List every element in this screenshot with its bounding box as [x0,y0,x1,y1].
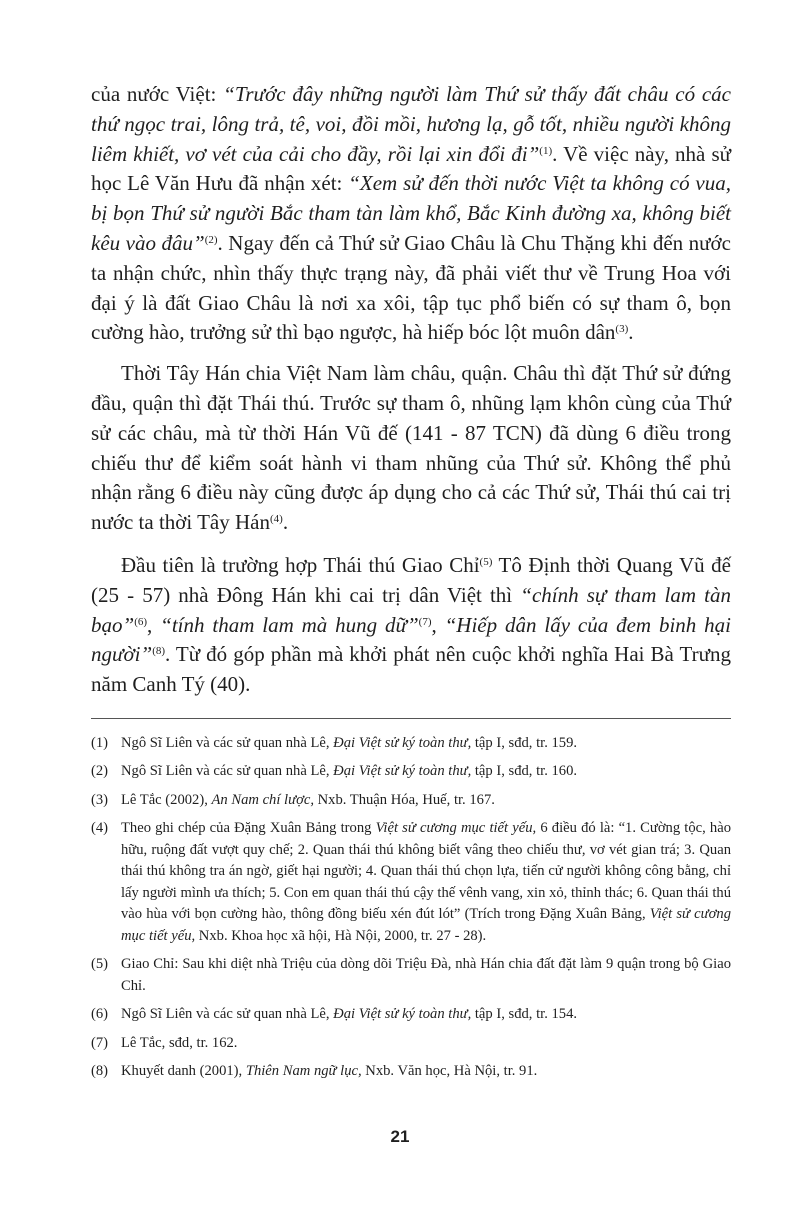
footnote-number: (1) [91,734,109,751]
text-run: Ngô Sĩ Liên và các sử quan nhà Lê, [121,1006,334,1023]
footnote-ref-5[interactable]: (5) [479,555,493,568]
footnote-number: (4) [91,820,109,837]
text-run: Theo ghi chép của Đặng Xuân Bảng trong [121,820,376,837]
text-run: Ngô Sĩ Liên và các sử quan nhà Lê, [121,734,334,751]
footnote-7 [91,1033,731,1055]
footnote-ref-8[interactable]: (8) [152,645,166,658]
footnote-1 [91,733,731,755]
text-run: tập I, sđd, tr. 154. [471,1006,578,1023]
book-title: Việt sử cương mục tiết yếu, [375,820,537,837]
footnote-number: (6) [91,1006,109,1023]
text-run: . Ngay đến cả Thứ sử Giao Châu là Chu Thặng khi đến nước ta nhận chức, nhìn thấy thực trạng này, đã phải viết thư về Trung Hoa với đại ý là đất Giao Châu là nơi xa xôi, tập tục phổ biến có sự tham ô, bọn cường hào, trưởng sử thì bạo ngược, hà hiếp bóc lột muôn dân [91,230,731,345]
footnote-ref-4[interactable]: (4) [270,513,283,526]
footnote-ref-1[interactable]: (1) [539,144,553,157]
footnote-divider [91,718,731,719]
footnote-list [91,733,731,1083]
footnote-5 [91,954,731,997]
text-run: Thời Tây Hán chia Việt Nam làm châu, quận. Châu thì đặt Thứ sử đứng đầu, quận thì đặt Thái thú. Trước sự tham ô, nhũng lạm khôn cùng của Thứ sử các châu, mà từ thời Hán Vũ đế (141 - 87 TCN) đã dùng 6 điều trong chiếu thư để kiểm soát hành vi tham nhũng của Thứ sử. Không thể phủ nhận rằng 6 điều này cũng được áp dụng cho cả các Thứ sử, Thái thú cai trị nước ta thời Tây Hán [91,361,731,535]
book-title: Đại Việt sử ký toàn thư, [333,734,472,751]
text-run: Nxb. Thuận Hóa, Huế, tr. 167. [313,791,495,808]
footnote-4 [91,818,731,947]
footnote-ref-7[interactable]: (7) [418,615,432,628]
text-run: . Về việc này, nhà sử học Lê Văn Hưu đã nhận xét: [91,141,732,196]
footnote-number: (8) [91,1063,109,1080]
footnote-text [121,1004,731,1026]
footnote-number: (5) [91,956,109,973]
footnote-text [121,1033,731,1055]
footnote-text [121,733,731,755]
quote-3: “chính sự tham lam tàn bạo” [91,582,732,637]
footnote-ref-3[interactable]: (3) [615,323,629,336]
footnote-text [121,954,731,997]
text-run: . Từ đó góp phần mà khởi phát nên cuộc khởi nghĩa Hai Bà Trưng năm Canh Tý (40). [91,642,731,697]
footnote-2 [91,761,731,783]
footnote-text [121,761,731,783]
text-run: Khuyết danh (2001), [121,1063,246,1080]
footnote-ref-2[interactable]: (2) [204,233,218,246]
body-paragraph-1 [91,80,731,348]
text-run: Giao Chỉ: Sau khi diệt nhà Triệu của dòng dõi Triệu Đà, nhà Hán chia đất đặt làm 9 quận trong bộ Giao Chỉ. [121,956,731,994]
quote-2: “Xem sử đến thời nước Việt ta không có vua, bị bọn Thứ sử người Bắc tham tàn làm khổ, Bắc Kinh đường xa, không biết kêu vào đâu” [91,171,731,255]
text-run: Đầu tiên là trường hợp Thái thú Giao Chỉ [121,552,480,577]
text-run: của nước Việt: [91,82,224,106]
book-title: An Nam chí lược, [211,791,314,808]
text-run: Nxb. Văn học, Hà Nội, tr. 91. [361,1063,538,1080]
body-paragraph-3 [91,551,731,700]
text-run: Lê Tắc, sđd, tr. 162. [121,1034,238,1051]
footnote-6 [91,1004,731,1026]
footnote-ref-6[interactable]: (6) [134,615,148,628]
footnote-text [121,818,731,947]
page-number: 21 [390,1127,410,1146]
footnote-8 [91,1061,731,1083]
text-run: Ngô Sĩ Liên và các sử quan nhà Lê, [121,763,334,780]
text-run: . [282,510,289,535]
footnote-text [121,1061,731,1083]
quote-5: “Hiếp dân lấy của đem binh hại người” [91,612,731,667]
book-title: Đại Việt sử ký toàn thư, [333,1006,472,1023]
text-run: , [147,612,161,637]
page-content [91,80,731,1090]
quote-4: “tính tham lam mà hung dữ” [160,612,419,637]
text-run: Tô Định thời Quang Vũ đế (25 - 57) nhà Đông Hán khi cai trị dân Việt thì [91,552,731,607]
footnote-number: (2) [91,763,109,780]
footnote-text [121,790,731,812]
text-run: Lê Tắc (2002), [121,791,212,808]
text-run: tập I, sđd, tr. 160. [471,763,578,780]
text-run: , [431,612,445,637]
text-run: Nxb. Khoa học xã hội, Hà Nội, 2000, tr. 27 - 28). [195,927,487,944]
book-title: Việt sử cương mục tiết yếu, [121,906,731,944]
book-title: Thiên Nam ngữ lục, [245,1063,362,1080]
text-run: 6 điều đó là: “1. Cường tộc, hào hữu, ruộng đất vượt quy chế; 2. Quan thái thú không biết vâng theo chiếu thư, vơ vét gian trá; 3. Quan thái thú không tra án ngờ, giết hại người; 4. Quan thái thú chọn lựa, tiến cử người không công bằng, chỉ lấy người mình ưa thích; 5. Con em quan thái thú cậy thế vênh vang, xin xỏ, thỉnh thác; 6. Quan thái thú vào hùa với bọn cường hào, thông đồng biếu xén đút lót” (Trích trong Đặng Xuân Bảng, [121,820,732,923]
text-run: tập I, sđd, tr. 159. [471,734,578,751]
quote-1: “Trước đây những người làm Thứ sử thấy đất châu có các thứ ngọc trai, lông trả, tê, voi, đồi mồi, hương lạ, gỗ tốt, nhiều người không liêm khiết, vơ vét của cải cho đầy, rồi lại xin đổi đi” [91,82,731,166]
book-title: Đại Việt sử ký toàn thư, [333,763,472,780]
footnote-number: (7) [91,1034,109,1051]
footnote-3 [91,790,731,812]
text-run: . [628,320,634,345]
footnote-number: (3) [91,791,109,808]
body-paragraph-2 [91,359,731,538]
